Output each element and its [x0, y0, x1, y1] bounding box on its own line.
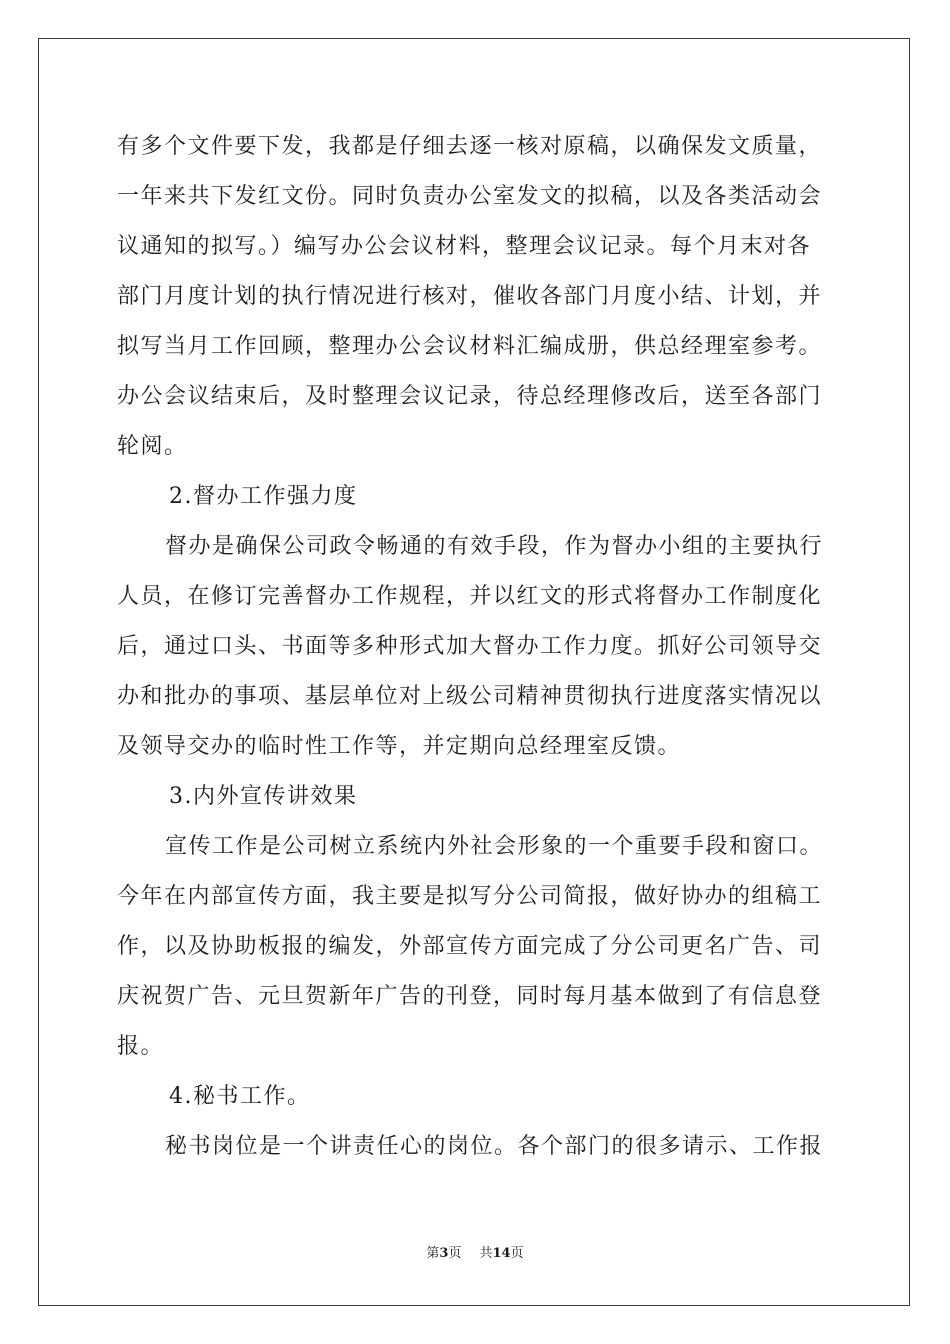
paragraph-line: 一年来共下发红文份。同时负责办公室发文的拟稿，以及各类活动会	[117, 184, 823, 209]
paragraph-line: 部门月度计划的执行情况进行核对，催收各部门月度小结、计划，并	[117, 284, 823, 309]
paragraph-line: 办公会议结束后，及时整理会议记录，待总经理修改后，送至各部门	[117, 384, 823, 409]
paragraph-line: 督办是确保公司政令畅通的有效手段，作为督办小组的主要执行	[165, 534, 824, 559]
paragraph-line: 作，以及协助板报的编发，外部宣传方面完成了分公司更名广告、司	[117, 934, 823, 959]
paragraph-line: 轮阅。	[117, 434, 188, 459]
page-number: 3	[439, 1246, 449, 1261]
section-heading: 4.秘书工作。	[169, 1084, 311, 1109]
paragraph-line: 秘书岗位是一个讲责任心的岗位。各个部门的很多请示、工作报	[165, 1134, 824, 1159]
paragraph-line: 宣传工作是公司树立系统内外社会形象的一个重要手段和窗口。	[165, 834, 824, 859]
paragraph-line: 人员，在修订完善督办工作规程，并以红文的形式将督办工作制度化	[117, 584, 823, 609]
page-footer	[0, 1244, 950, 1264]
paragraph-line: 议通知的拟写。）编写办公会议材料，整理会议记录。每个月末对各	[117, 234, 812, 259]
paragraph-line: 办和批办的事项、基层单位对上级公司精神贯彻执行进度落实情况以	[117, 684, 823, 709]
page-suffix: 页	[448, 1246, 462, 1261]
total-prefix: 共	[479, 1246, 493, 1261]
section-heading: 3.内外宣传讲效果	[169, 784, 358, 809]
paragraph-line: 有多个文件要下发，我都是仔细去逐一核对原稿，以确保发文质量，	[117, 134, 823, 159]
paragraph-line: 后，通过口头、书面等多种形式加大督办工作力度。抓好公司领导交	[117, 634, 823, 659]
total-suffix: 页	[510, 1246, 524, 1261]
total-pages: 14	[492, 1246, 511, 1261]
paragraph-line: 庆祝贺广告、元旦贺新年广告的刊登，同时每月基本做到了有信息登	[117, 984, 823, 1009]
page-prefix: 第	[426, 1246, 440, 1261]
paragraph-line: 拟写当月工作回顾，整理办公会议材料汇编成册，供总经理室参考。	[117, 334, 823, 359]
paragraph-line: 今年在内部宣传方面，我主要是拟写分公司简报，做好协办的组稿工	[117, 884, 823, 909]
paragraph-line: 及领导交办的临时性工作等，并定期向总经理室反馈。	[117, 734, 682, 759]
section-heading: 2.督办工作强力度	[169, 484, 358, 509]
paragraph-line: 报。	[117, 1034, 165, 1059]
